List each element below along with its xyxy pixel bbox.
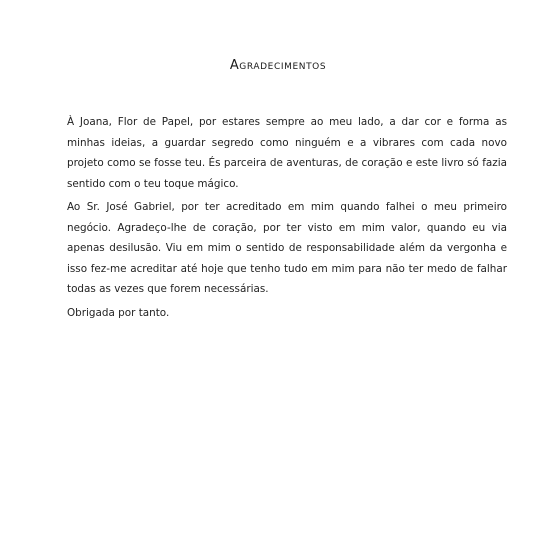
acknowledgements-body [67, 112, 507, 326]
page-title: Agradecimentos [229, 58, 327, 73]
paragraph-jose-gabriel: Ao Sr. José Gabriel, por ter acreditado em mim quando falhei o meu primeiro negócio. Agradeço-lhe de coração, por ter visto em mim valor, quando eu via apenas desilusão. Viu em mim o sentido de responsabilidade além da vergonha e isso fez-me acreditar até hoje que tenho tudo em mim para não ter medo de falhar todas as vezes que forem necessárias. [67, 201, 507, 295]
paragraph-joana: À Joana, Flor de Papel, por estares sempre ao meu lado, a dar cor e forma as minhas ideias, a guardar segredo como ninguém e a vibrares com cada novo projeto como se fosse teu. És parceira de aventuras, de coração e este livro só fazia sentido com o teu toque mágico. [67, 116, 507, 190]
paragraph-closing: Obrigada por tanto. [67, 306, 170, 319]
